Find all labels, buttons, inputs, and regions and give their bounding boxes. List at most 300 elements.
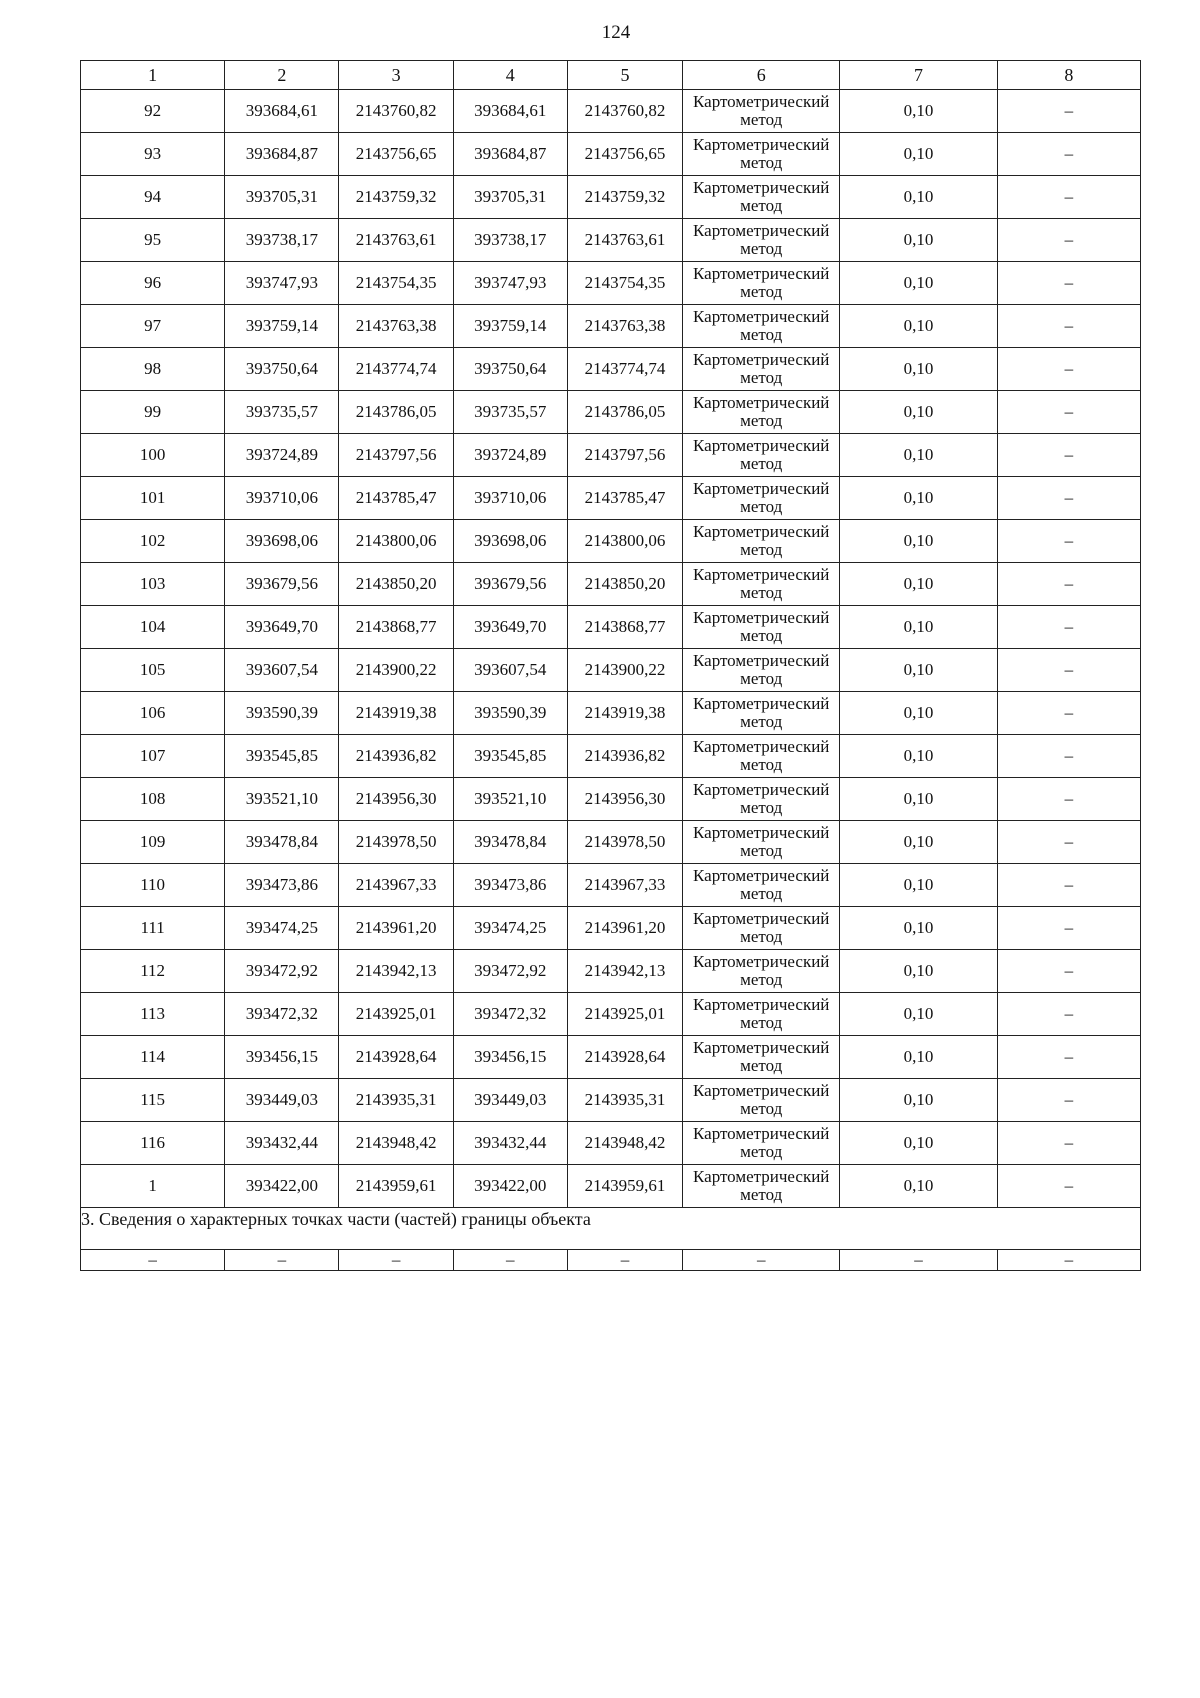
x-coordinate: 393590,39 — [225, 692, 339, 735]
x-coordinate: 393521,10 — [225, 778, 339, 821]
x-coordinate-2: 393750,64 — [453, 348, 567, 391]
description: – — [997, 778, 1140, 821]
x-coordinate: 393432,44 — [225, 1122, 339, 1165]
y-coordinate: 2143785,47 — [339, 477, 453, 520]
x-coordinate-2: 393705,31 — [453, 176, 567, 219]
method-cell — [683, 262, 840, 305]
accuracy: 0,10 — [840, 90, 997, 133]
y-coordinate-2: 2143978,50 — [567, 821, 682, 864]
table-row — [81, 649, 1141, 692]
method-cell — [683, 692, 840, 735]
table-row — [81, 606, 1141, 649]
method-line-2: метод — [740, 970, 783, 989]
table-row — [81, 90, 1141, 133]
method-cell — [683, 434, 840, 477]
method-cell — [683, 477, 840, 520]
point-number: 93 — [81, 133, 225, 176]
x-coordinate: 393705,31 — [225, 176, 339, 219]
y-coordinate: 2143760,82 — [339, 90, 453, 133]
y-coordinate-2: 2143919,38 — [567, 692, 682, 735]
y-coordinate-2: 2143763,38 — [567, 305, 682, 348]
method-line-1: Картометрический — [693, 651, 830, 670]
accuracy: 0,10 — [840, 735, 997, 778]
method-line-1: Картометрический — [693, 565, 830, 584]
description: – — [997, 950, 1140, 993]
column-number: 3 — [339, 61, 453, 90]
empty-value: – — [683, 1250, 840, 1271]
section-3-row — [81, 1208, 1141, 1250]
y-coordinate: 2143956,30 — [339, 778, 453, 821]
method-line-1: Картометрический — [693, 1038, 830, 1057]
method-line-2: метод — [740, 1142, 783, 1161]
x-coordinate-2: 393684,61 — [453, 90, 567, 133]
table-row — [81, 950, 1141, 993]
point-number: 103 — [81, 563, 225, 606]
y-coordinate-2: 2143786,05 — [567, 391, 682, 434]
point-number: 98 — [81, 348, 225, 391]
description: – — [997, 219, 1140, 262]
description: – — [997, 305, 1140, 348]
accuracy: 0,10 — [840, 305, 997, 348]
method-cell — [683, 1079, 840, 1122]
method-cell — [683, 520, 840, 563]
y-coordinate: 2143942,13 — [339, 950, 453, 993]
accuracy: 0,10 — [840, 563, 997, 606]
y-coordinate-2: 2143774,74 — [567, 348, 682, 391]
y-coordinate: 2143763,38 — [339, 305, 453, 348]
point-number: 108 — [81, 778, 225, 821]
method-line-2: метод — [740, 1185, 783, 1204]
accuracy: 0,10 — [840, 606, 997, 649]
x-coordinate: 393474,25 — [225, 907, 339, 950]
method-line-2: метод — [740, 411, 783, 430]
table-row — [81, 348, 1141, 391]
method-line-2: метод — [740, 583, 783, 602]
x-coordinate: 393750,64 — [225, 348, 339, 391]
method-line-2: метод — [740, 540, 783, 559]
accuracy: 0,10 — [840, 993, 997, 1036]
column-number: 5 — [567, 61, 682, 90]
y-coordinate: 2143900,22 — [339, 649, 453, 692]
y-coordinate-2: 2143797,56 — [567, 434, 682, 477]
point-number: 96 — [81, 262, 225, 305]
description: – — [997, 993, 1140, 1036]
method-cell — [683, 90, 840, 133]
method-line-2: метод — [740, 798, 783, 817]
y-coordinate-2: 2143948,42 — [567, 1122, 682, 1165]
y-coordinate: 2143756,65 — [339, 133, 453, 176]
x-coordinate: 393545,85 — [225, 735, 339, 778]
table-row — [81, 907, 1141, 950]
method-line-1: Картометрический — [693, 178, 830, 197]
point-number: 113 — [81, 993, 225, 1036]
method-line-2: метод — [740, 110, 783, 129]
point-number: 100 — [81, 434, 225, 477]
table-row — [81, 305, 1141, 348]
x-coordinate: 393684,87 — [225, 133, 339, 176]
x-coordinate: 393759,14 — [225, 305, 339, 348]
method-line-2: метод — [740, 239, 783, 258]
method-line-1: Картометрический — [693, 436, 830, 455]
empty-value: – — [81, 1250, 225, 1271]
y-coordinate: 2143978,50 — [339, 821, 453, 864]
point-number: 107 — [81, 735, 225, 778]
method-line-1: Картометрический — [693, 393, 830, 412]
point-number: 99 — [81, 391, 225, 434]
table-row — [81, 1036, 1141, 1079]
x-coordinate-2: 393698,06 — [453, 520, 567, 563]
table-row — [81, 778, 1141, 821]
y-coordinate: 2143925,01 — [339, 993, 453, 1036]
method-cell — [683, 1165, 840, 1208]
x-coordinate-2: 393545,85 — [453, 735, 567, 778]
table-row — [81, 692, 1141, 735]
y-coordinate: 2143928,64 — [339, 1036, 453, 1079]
empty-value: – — [339, 1250, 453, 1271]
table-row — [81, 1079, 1141, 1122]
method-line-1: Картометрический — [693, 737, 830, 756]
table-body — [81, 61, 1141, 1271]
point-number: 114 — [81, 1036, 225, 1079]
method-line-1: Картометрический — [693, 1124, 830, 1143]
method-line-1: Картометрический — [693, 479, 830, 498]
empty-value: – — [997, 1250, 1140, 1271]
y-coordinate-2: 2143760,82 — [567, 90, 682, 133]
table-row — [81, 520, 1141, 563]
x-coordinate-2: 393472,32 — [453, 993, 567, 1036]
accuracy: 0,10 — [840, 1036, 997, 1079]
y-coordinate: 2143759,32 — [339, 176, 453, 219]
column-number: 8 — [997, 61, 1140, 90]
description: – — [997, 391, 1140, 434]
table-row — [81, 262, 1141, 305]
point-number: 112 — [81, 950, 225, 993]
x-coordinate-2: 393724,89 — [453, 434, 567, 477]
y-coordinate-2: 2143961,20 — [567, 907, 682, 950]
method-cell — [683, 176, 840, 219]
x-coordinate: 393724,89 — [225, 434, 339, 477]
method-line-1: Картометрический — [693, 522, 830, 541]
accuracy: 0,10 — [840, 778, 997, 821]
method-line-1: Картометрический — [693, 909, 830, 928]
accuracy: 0,10 — [840, 391, 997, 434]
x-coordinate: 393472,92 — [225, 950, 339, 993]
method-line-1: Картометрический — [693, 92, 830, 111]
method-cell — [683, 649, 840, 692]
method-cell — [683, 993, 840, 1036]
method-line-1: Картометрический — [693, 1167, 830, 1186]
method-line-1: Картометрический — [693, 221, 830, 240]
column-number: 6 — [683, 61, 840, 90]
x-coordinate-2: 393478,84 — [453, 821, 567, 864]
x-coordinate-2: 393472,92 — [453, 950, 567, 993]
accuracy: 0,10 — [840, 477, 997, 520]
y-coordinate-2: 2143850,20 — [567, 563, 682, 606]
y-coordinate: 2143786,05 — [339, 391, 453, 434]
description: – — [997, 649, 1140, 692]
accuracy: 0,10 — [840, 1079, 997, 1122]
table-row — [81, 133, 1141, 176]
accuracy: 0,10 — [840, 219, 997, 262]
point-number: 109 — [81, 821, 225, 864]
y-coordinate-2: 2143754,35 — [567, 262, 682, 305]
y-coordinate: 2143774,74 — [339, 348, 453, 391]
empty-value: – — [567, 1250, 682, 1271]
method-line-2: метод — [740, 368, 783, 387]
x-coordinate: 393738,17 — [225, 219, 339, 262]
x-coordinate: 393710,06 — [225, 477, 339, 520]
x-coordinate: 393449,03 — [225, 1079, 339, 1122]
y-coordinate: 2143967,33 — [339, 864, 453, 907]
y-coordinate-2: 2143785,47 — [567, 477, 682, 520]
method-line-2: метод — [740, 626, 783, 645]
x-coordinate: 393472,32 — [225, 993, 339, 1036]
x-coordinate-2: 393474,25 — [453, 907, 567, 950]
x-coordinate-2: 393432,44 — [453, 1122, 567, 1165]
table-row — [81, 477, 1141, 520]
table-row — [81, 864, 1141, 907]
x-coordinate-2: 393607,54 — [453, 649, 567, 692]
point-number: 105 — [81, 649, 225, 692]
empty-value: – — [225, 1250, 339, 1271]
x-coordinate-2: 393679,56 — [453, 563, 567, 606]
x-coordinate-2: 393684,87 — [453, 133, 567, 176]
y-coordinate: 2143868,77 — [339, 606, 453, 649]
page-number: 124 — [601, 22, 631, 43]
y-coordinate: 2143800,06 — [339, 520, 453, 563]
description: – — [997, 262, 1140, 305]
column-number: 1 — [81, 61, 225, 90]
accuracy: 0,10 — [840, 434, 997, 477]
method-line-2: метод — [740, 841, 783, 860]
y-coordinate-2: 2143759,32 — [567, 176, 682, 219]
y-coordinate-2: 2143763,61 — [567, 219, 682, 262]
description: – — [997, 434, 1140, 477]
method-cell — [683, 606, 840, 649]
x-coordinate: 393473,86 — [225, 864, 339, 907]
y-coordinate: 2143936,82 — [339, 735, 453, 778]
method-line-1: Картометрический — [693, 264, 830, 283]
method-cell — [683, 391, 840, 434]
x-coordinate: 393698,06 — [225, 520, 339, 563]
x-coordinate-2: 393747,93 — [453, 262, 567, 305]
x-coordinate: 393422,00 — [225, 1165, 339, 1208]
y-coordinate: 2143959,61 — [339, 1165, 453, 1208]
x-coordinate: 393735,57 — [225, 391, 339, 434]
description: – — [997, 176, 1140, 219]
x-coordinate-2: 393422,00 — [453, 1165, 567, 1208]
point-number: 95 — [81, 219, 225, 262]
method-line-2: метод — [740, 1056, 783, 1075]
y-coordinate-2: 2143756,65 — [567, 133, 682, 176]
description: – — [997, 735, 1140, 778]
description: – — [997, 348, 1140, 391]
method-cell — [683, 950, 840, 993]
y-coordinate-2: 2143967,33 — [567, 864, 682, 907]
description: – — [997, 520, 1140, 563]
point-number: 94 — [81, 176, 225, 219]
method-line-1: Картометрический — [693, 307, 830, 326]
description: – — [997, 821, 1140, 864]
point-number: 102 — [81, 520, 225, 563]
y-coordinate: 2143797,56 — [339, 434, 453, 477]
accuracy: 0,10 — [840, 649, 997, 692]
point-number: 110 — [81, 864, 225, 907]
y-coordinate: 2143919,38 — [339, 692, 453, 735]
x-coordinate: 393478,84 — [225, 821, 339, 864]
point-number: 115 — [81, 1079, 225, 1122]
method-cell — [683, 907, 840, 950]
method-line-2: метод — [740, 282, 783, 301]
method-line-2: метод — [740, 196, 783, 215]
method-cell — [683, 778, 840, 821]
accuracy: 0,10 — [840, 262, 997, 305]
x-coordinate: 393684,61 — [225, 90, 339, 133]
method-line-2: метод — [740, 884, 783, 903]
method-line-1: Картометрический — [693, 694, 830, 713]
method-cell — [683, 864, 840, 907]
y-coordinate-2: 2143956,30 — [567, 778, 682, 821]
column-number: 2 — [225, 61, 339, 90]
description: – — [997, 477, 1140, 520]
empty-value: – — [453, 1250, 567, 1271]
table-row — [81, 1122, 1141, 1165]
column-number: 7 — [840, 61, 997, 90]
y-coordinate-2: 2143936,82 — [567, 735, 682, 778]
x-coordinate: 393747,93 — [225, 262, 339, 305]
method-cell — [683, 1036, 840, 1079]
description: – — [997, 692, 1140, 735]
y-coordinate-2: 2143928,64 — [567, 1036, 682, 1079]
y-coordinate: 2143754,35 — [339, 262, 453, 305]
method-cell — [683, 133, 840, 176]
method-line-2: метод — [740, 755, 783, 774]
description: – — [997, 90, 1140, 133]
method-cell — [683, 1122, 840, 1165]
point-number: 97 — [81, 305, 225, 348]
section-3-empty-row — [81, 1250, 1141, 1271]
description: – — [997, 133, 1140, 176]
description: – — [997, 1079, 1140, 1122]
x-coordinate-2: 393759,14 — [453, 305, 567, 348]
point-number: 101 — [81, 477, 225, 520]
method-cell — [683, 563, 840, 606]
x-coordinate-2: 393649,70 — [453, 606, 567, 649]
description: – — [997, 1165, 1140, 1208]
method-line-1: Картометрический — [693, 866, 830, 885]
table-row — [81, 434, 1141, 477]
description: – — [997, 864, 1140, 907]
method-cell — [683, 348, 840, 391]
method-line-1: Картометрический — [693, 780, 830, 799]
accuracy: 0,10 — [840, 176, 997, 219]
method-line-1: Картометрический — [693, 952, 830, 971]
column-number: 4 — [453, 61, 567, 90]
x-coordinate-2: 393521,10 — [453, 778, 567, 821]
y-coordinate-2: 2143959,61 — [567, 1165, 682, 1208]
y-coordinate: 2143763,61 — [339, 219, 453, 262]
column-number-row — [81, 61, 1141, 90]
y-coordinate: 2143935,31 — [339, 1079, 453, 1122]
accuracy: 0,10 — [840, 950, 997, 993]
description: – — [997, 907, 1140, 950]
section-3-title: 3. Сведения о характерных точках части (частей) границы объекта — [81, 1208, 1141, 1250]
description: – — [997, 606, 1140, 649]
method-line-2: метод — [740, 712, 783, 731]
method-line-2: метод — [740, 1099, 783, 1118]
accuracy: 0,10 — [840, 348, 997, 391]
table-row — [81, 821, 1141, 864]
point-number: 104 — [81, 606, 225, 649]
table-row — [81, 563, 1141, 606]
point-number: 111 — [81, 907, 225, 950]
method-line-2: метод — [740, 497, 783, 516]
method-line-2: метод — [740, 927, 783, 946]
table-row — [81, 219, 1141, 262]
method-cell — [683, 219, 840, 262]
point-number: 1 — [81, 1165, 225, 1208]
x-coordinate-2: 393590,39 — [453, 692, 567, 735]
method-line-2: метод — [740, 669, 783, 688]
y-coordinate-2: 2143935,31 — [567, 1079, 682, 1122]
y-coordinate: 2143948,42 — [339, 1122, 453, 1165]
method-line-2: метод — [740, 1013, 783, 1032]
accuracy: 0,10 — [840, 907, 997, 950]
point-number: 106 — [81, 692, 225, 735]
method-line-1: Картометрический — [693, 823, 830, 842]
y-coordinate-2: 2143900,22 — [567, 649, 682, 692]
method-line-2: метод — [740, 325, 783, 344]
y-coordinate: 2143961,20 — [339, 907, 453, 950]
x-coordinate: 393649,70 — [225, 606, 339, 649]
x-coordinate-2: 393456,15 — [453, 1036, 567, 1079]
x-coordinate: 393456,15 — [225, 1036, 339, 1079]
x-coordinate-2: 393473,86 — [453, 864, 567, 907]
y-coordinate-2: 2143925,01 — [567, 993, 682, 1036]
method-cell — [683, 821, 840, 864]
method-line-1: Картометрический — [693, 135, 830, 154]
point-number: 116 — [81, 1122, 225, 1165]
method-line-2: метод — [740, 153, 783, 172]
table-row — [81, 1165, 1141, 1208]
y-coordinate: 2143850,20 — [339, 563, 453, 606]
table-row — [81, 735, 1141, 778]
description: – — [997, 1122, 1140, 1165]
method-line-1: Картометрический — [693, 995, 830, 1014]
description: – — [997, 1036, 1140, 1079]
y-coordinate-2: 2143942,13 — [567, 950, 682, 993]
accuracy: 0,10 — [840, 692, 997, 735]
method-line-1: Картометрический — [693, 350, 830, 369]
y-coordinate-2: 2143868,77 — [567, 606, 682, 649]
accuracy: 0,10 — [840, 864, 997, 907]
point-number: 92 — [81, 90, 225, 133]
x-coordinate-2: 393738,17 — [453, 219, 567, 262]
accuracy: 0,10 — [840, 520, 997, 563]
coordinates-table — [80, 60, 1141, 1271]
description: – — [997, 563, 1140, 606]
table-row — [81, 993, 1141, 1036]
empty-value: – — [840, 1250, 997, 1271]
accuracy: 0,10 — [840, 821, 997, 864]
method-line-1: Картометрический — [693, 1081, 830, 1100]
method-line-2: метод — [740, 454, 783, 473]
x-coordinate-2: 393710,06 — [453, 477, 567, 520]
x-coordinate-2: 393735,57 — [453, 391, 567, 434]
table-row — [81, 176, 1141, 219]
accuracy: 0,10 — [840, 1165, 997, 1208]
accuracy: 0,10 — [840, 133, 997, 176]
